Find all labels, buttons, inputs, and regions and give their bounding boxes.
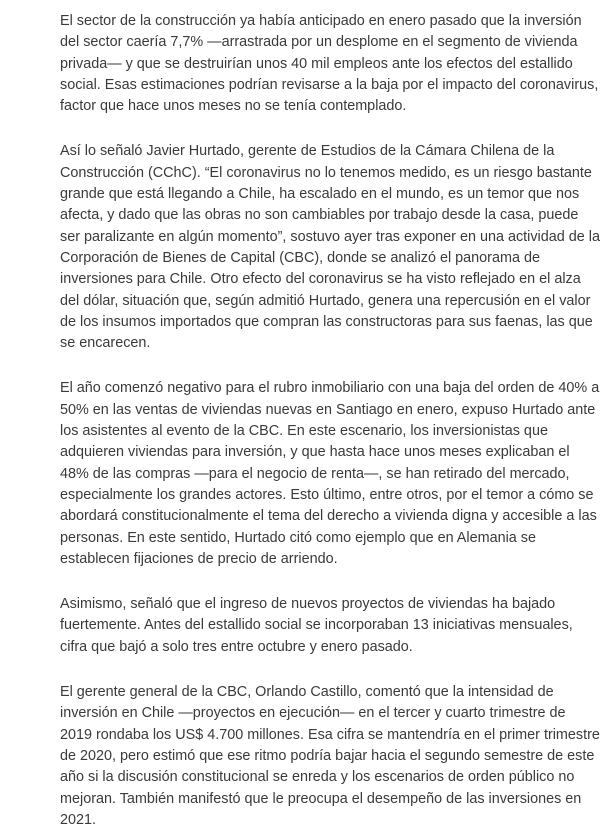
paragraph-3: El año comenzó negativo para el rubro inmobiliario con una baja del orden de 40% a 50% en las ventas de viviendas nuevas en Santiago en enero, expuso Hurtado ante los asistentes al evento de la CBC. En este escenario, los inversionistas que adquieren viviendas para inversión, y que hasta hace unos meses explicaban el 48% de las compras —para el negocio de renta—, se han retirado del mercado, especialmente los grandes actores. Esto último, entre otros, por el temor a cómo se abordará constitucionalmente el tema del derecho a vivienda digna y accesible a las personas. En este sentido, Hurtado citó como ejemplo que en Alemania se establecen fijaciones de precio de arriendo. (60, 380, 600, 567)
paragraph-5: El gerente general de la CBC, Orlando Castillo, comentó que la intensidad de inversión en Chile —proyectos en ejecución— en el tercer y cuarto trimestre de 2019 rondaba los US$ 4.700 millones. Esa cifra se mantendría en el primer trimestre de 2020, pero estimó que ese ritmo podría bajar hacia el segundo semestre de este año si la discusión constitucional se enreda y los escenarios de orden público no mejoran. También manifestó que le preocupa el desempeño de las inversiones en 2021. (60, 684, 600, 828)
article-body (60, 11, 600, 831)
paragraph-4: Asimismo, señaló que el ingreso de nuevos proyectos de viviendas ha bajado fuertemente. Antes del estallido social se incorporaban 13 iniciativas mensuales, cifra que bajó a solo tres entre octubre y enero pasado. (60, 596, 573, 655)
paragraph-1: El sector de la construcción ya había anticipado en enero pasado que la inversión del sector caería 7,7% —arrastrada por un desplome en el segmento de vivienda privada— y que se destruirían unos 40 mil empleos ante los efectos del estallido social. Esas estimaciones podrían revisarse a la baja por el impacto del coronavirus, factor que hace unos meses no se tenía contemplado. (60, 13, 599, 115)
paragraph-2: Así lo señaló Javier Hurtado, gerente de Estudios de la Cámara Chilena de la Construcción (CChC). “El coronavirus no lo tenemos medido, es un riesgo bastante grande que está llegando a Chile, ha escalado en el mundo, es un temor que nos afecta, y dado que las obras no son cambiables por trabajo desde la casa, puede ser paralizante en algún momento”, sostuvo ayer tras exponer en una actividad de la Corporación de Bienes de Capital (CBC), donde se analizó el panorama de inversiones para Chile. Otro efecto del coronavirus se ha visto reflejado en el alza del dólar, situación que, según admitió Hurtado, genera una repercusión en el valor de los insumos importados que compran las constructoras para sus faenas, las que se encarecen. (60, 143, 600, 352)
